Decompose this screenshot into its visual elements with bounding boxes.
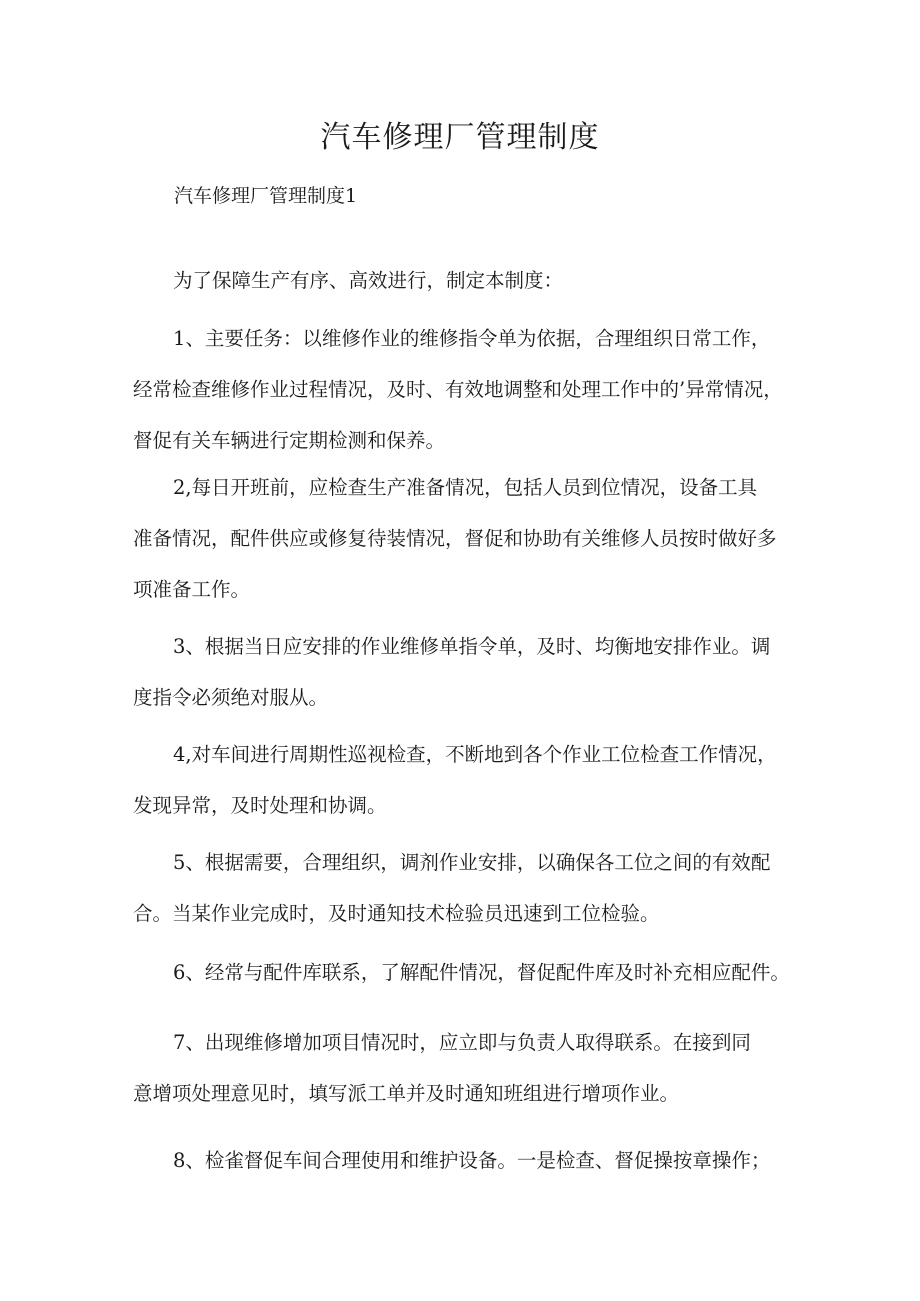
item-2-line-1: 2,每日开班前，应检查生产准备情况，包括人员到位情况，设备工具 bbox=[173, 476, 758, 499]
item-2-line-3: 项准备工作。 bbox=[133, 578, 251, 601]
document-subtitle: 汽车修理厂管理制度1 bbox=[174, 185, 358, 207]
intro-text: 为了保障生产有序、高效进行，制定本制度： bbox=[173, 269, 564, 292]
item-7-line-2: 意增项处理意见时，填写派工单并及时通知班组进行增项作业。 bbox=[133, 1082, 680, 1105]
document-title: 汽车修理厂管理制度 bbox=[320, 120, 600, 155]
item-3-line-1: 3、根据当日应安排的作业维修单指令单，及时、均衡地安排作业。调 bbox=[173, 635, 771, 658]
item-paragraph-7 bbox=[133, 1017, 813, 1119]
item-paragraph-4 bbox=[133, 729, 813, 831]
item-5-line-1: 5、根据需要，合理组织，调剂作业安排，以确保各工位之间的有效配 bbox=[173, 851, 771, 874]
item-1-line-3: 督促有关车辆进行定期检测和保养。 bbox=[133, 429, 446, 452]
item-5-line-2: 合。当某作业完成时，及时通知技术检验员迅速到工位检验。 bbox=[133, 902, 660, 925]
item-paragraph-3 bbox=[133, 621, 813, 723]
item-paragraph-1 bbox=[133, 313, 813, 466]
item-paragraph-5 bbox=[133, 837, 813, 939]
item-6-line-1: 6、经常与配件库联系，了解配件情况，督促配件库及时补充相应配件。 bbox=[173, 961, 790, 984]
intro-paragraph bbox=[133, 255, 813, 306]
item-4-line-1: 4,对车间进行周期性巡视检查，不断地到各个作业工位检查工作情况， bbox=[173, 743, 777, 766]
item-paragraph-2 bbox=[133, 462, 813, 615]
item-paragraph-6 bbox=[133, 947, 813, 998]
item-paragraph-8 bbox=[133, 1135, 813, 1186]
item-8-line-1: 8、检雀督促车间合理使用和维护设备。一是检查、督促操按章操作； bbox=[173, 1149, 771, 1172]
item-3-line-2: 度指令必须绝对服从。 bbox=[133, 686, 329, 709]
item-4-line-2: 发现异常，及时处理和协调。 bbox=[133, 794, 387, 817]
item-1-line-1: 1、主要任务：以维修作业的维修指令单为依据，合理组织日常工作， bbox=[173, 327, 771, 350]
item-2-line-2: 准备情况，配件供应或修复待装情况，督促和协助有关维修人员按时做好多 bbox=[133, 527, 777, 550]
item-1-line-2: 经常检查维修作业过程情况，及时、有效地调整和处理工作中的’异常情况， bbox=[133, 378, 783, 401]
item-7-line-1: 7、出现维修增加项目情况时，应立即与负责人取得联系。在接到同 bbox=[173, 1031, 751, 1054]
